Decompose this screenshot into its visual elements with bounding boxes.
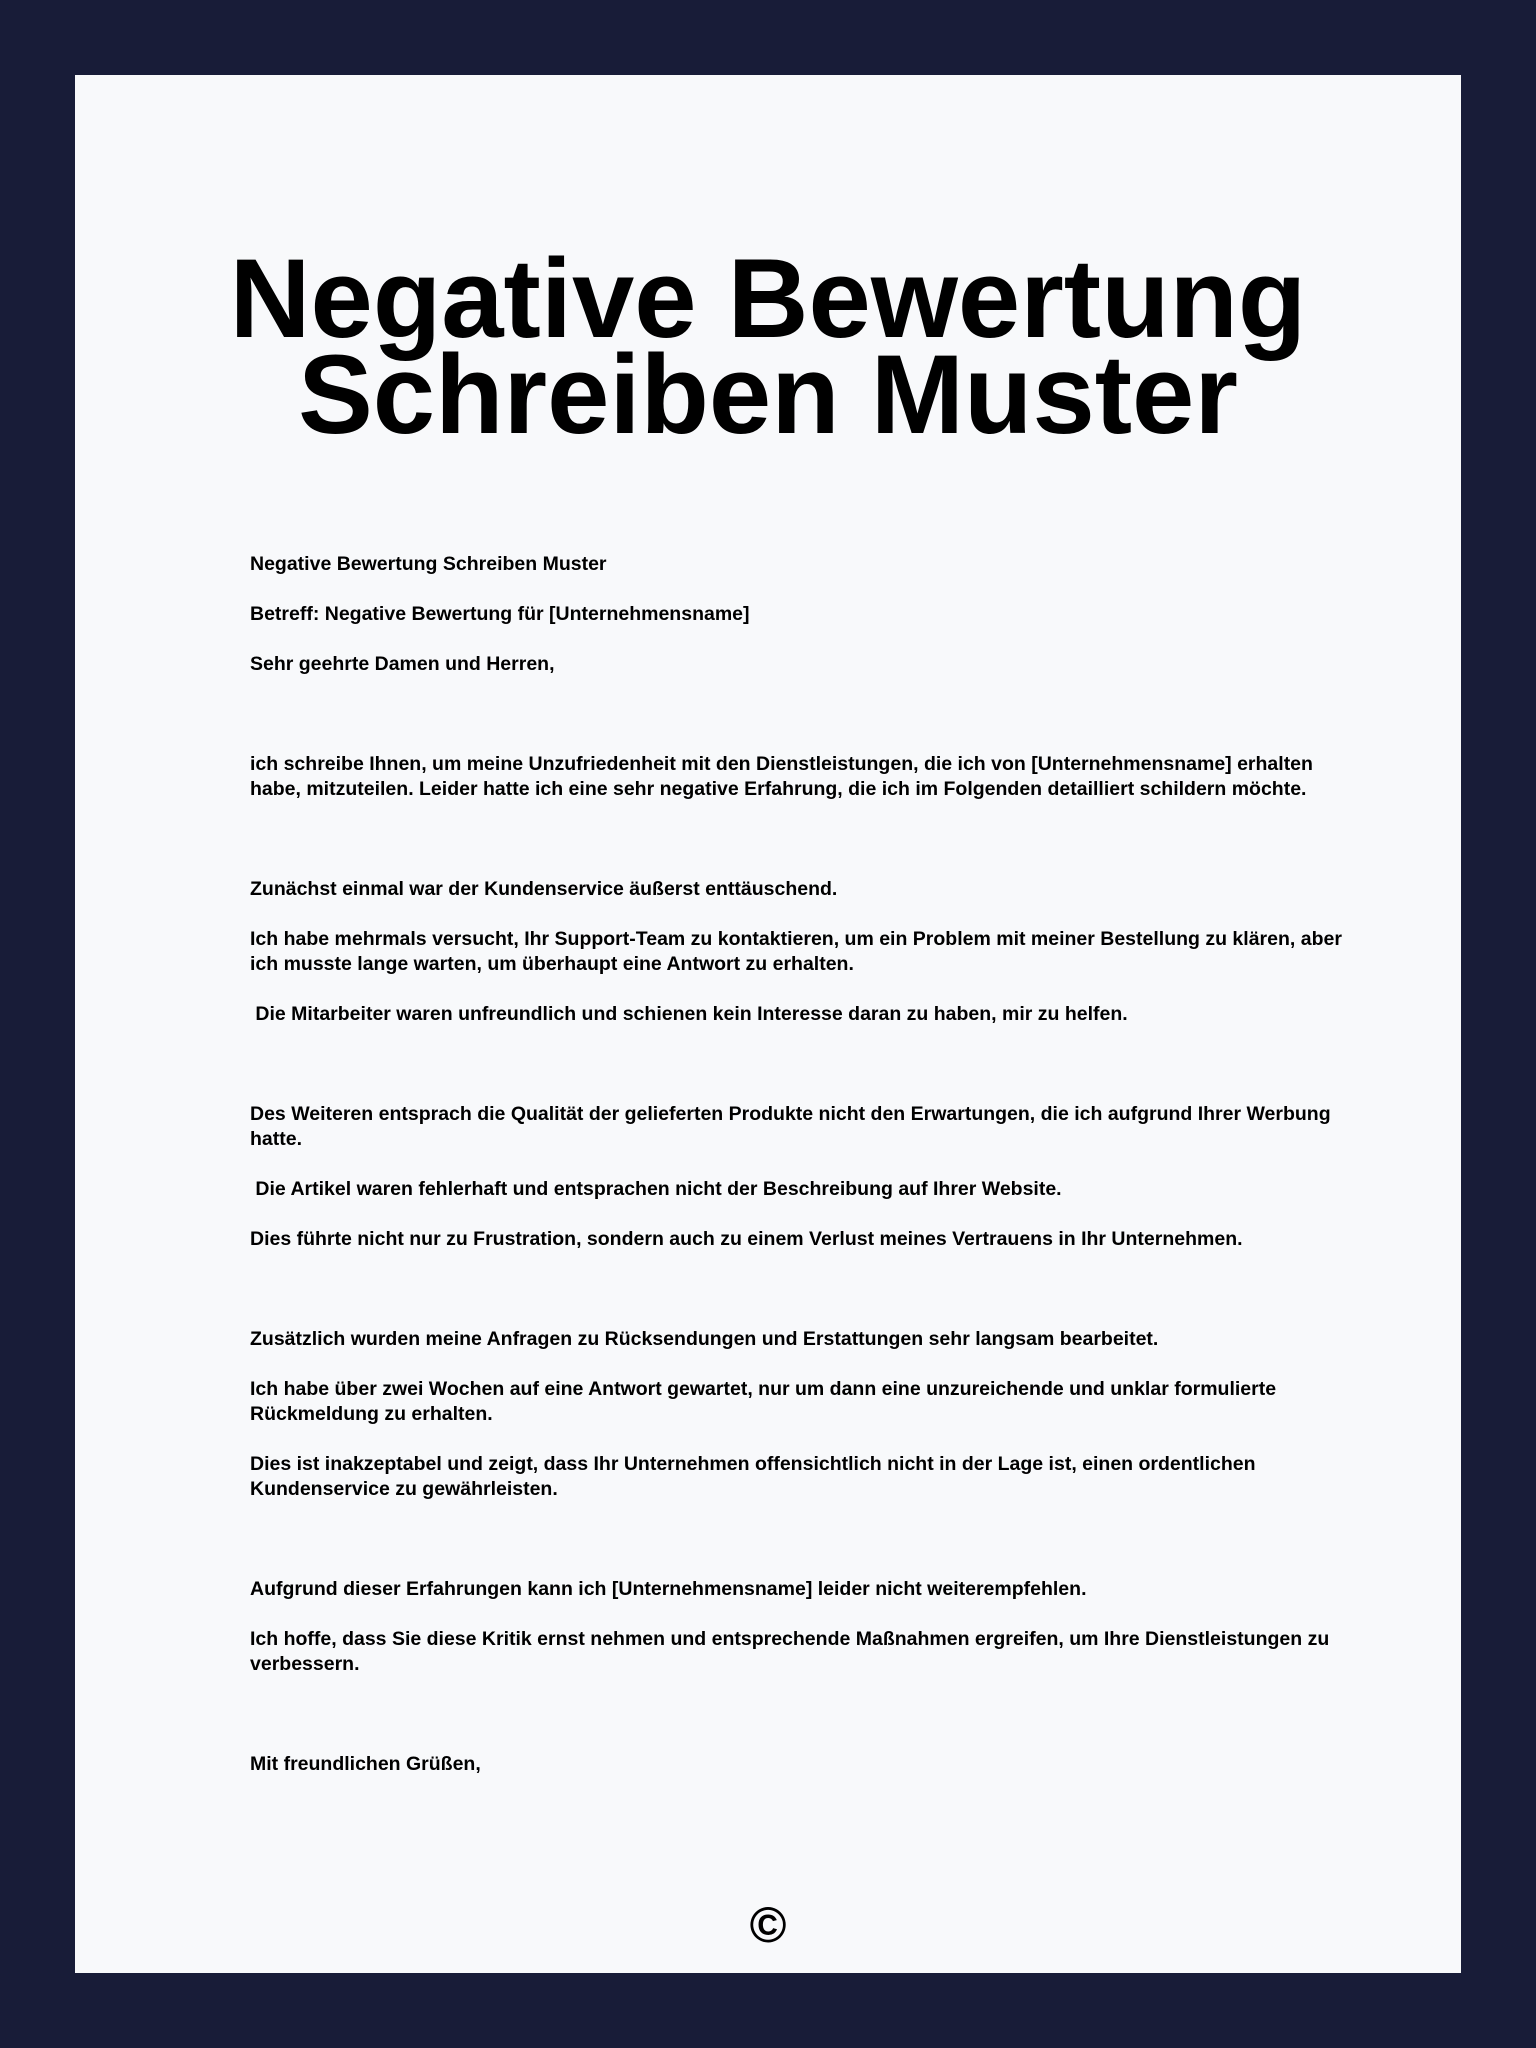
paragraph-returns: Zusätzlich wurden meine Anfragen zu Rücksendungen und Erstattungen sehr langsam bearbeitet. <box>250 1328 1159 1350</box>
salutation: Sehr geehrte Damen und Herren, <box>250 653 555 675</box>
paragraph-staff: Die Mitarbeiter waren unfreundlich und schienen kein Interesse daran zu haben, mir zu helfen. <box>250 1003 1128 1025</box>
paragraph-defective-items: Die Artikel waren fehlerhaft und entsprachen nicht der Beschreibung auf Ihrer Website. <box>250 1178 1062 1200</box>
intro-paragraph: ich schreibe Ihnen, um meine Unzufriedenheit mit den Dienstleistungen, die ich von [Unternehmensname] erhalten habe, mitzuteilen. Leider hatte ich eine sehr negative Erfahrung, die ich im Folgenden detailliert schildern möchte. <box>250 753 1319 800</box>
document-page <box>75 75 1461 1973</box>
copyright-icon: © <box>749 1897 787 1953</box>
paragraph-unacceptable: Dies ist inakzeptabel und zeigt, dass Ihr Unternehmen offensichtlich nicht in der Lage ist, einen ordentlichen Kundenservice zu gewährleisten. <box>250 1453 1261 1500</box>
paragraph-no-recommendation: Aufgrund dieser Erfahrungen kann ich [Unternehmensname] leider nicht weiterempfehlen. <box>250 1578 1087 1600</box>
paragraph-wait-time: Ich habe über zwei Wochen auf eine Antwort gewartet, nur um dann eine unzureichende und unklar formulierte Rückmeldung zu erhalten. <box>250 1378 1282 1425</box>
document-title <box>75 236 1461 457</box>
paragraph-hope: Ich hoffe, dass Sie diese Kritik ernst nehmen und entsprechende Maßnahmen ergreifen, um Ihre Dienstleistungen zu verbessern. <box>250 1628 1335 1675</box>
paragraph-trust: Dies führte nicht nur zu Frustration, sondern auch zu einem Verlust meines Vertrauens in Ihr Unternehmen. <box>250 1228 1243 1250</box>
closing: Mit freundlichen Grüßen, <box>250 1753 481 1775</box>
paragraph-product-quality: Des Weiteren entsprach die Qualität der gelieferten Produkte nicht den Erwartungen, die ich aufgrund Ihrer Werbung hatte. <box>250 1103 1337 1150</box>
letter-body <box>250 552 1365 1777</box>
title-line-1: Negative Bewertung <box>229 236 1307 361</box>
paragraph-customer-service: Zunächst einmal war der Kundenservice äußerst enttäuschend. <box>250 878 838 900</box>
title-line-2: Schreiben Muster <box>298 332 1238 457</box>
letter-heading: Negative Bewertung Schreiben Muster <box>250 553 607 575</box>
subject-line: Betreff: Negative Bewertung für [Unternehmensname] <box>250 603 750 625</box>
paragraph-support-contact: Ich habe mehrmals versucht, Ihr Support-Team zu kontaktieren, um ein Problem mit meiner Bestellung zu klären, aber ich musste lange warten, um überhaupt eine Antwort zu erhalten. <box>250 928 1348 975</box>
